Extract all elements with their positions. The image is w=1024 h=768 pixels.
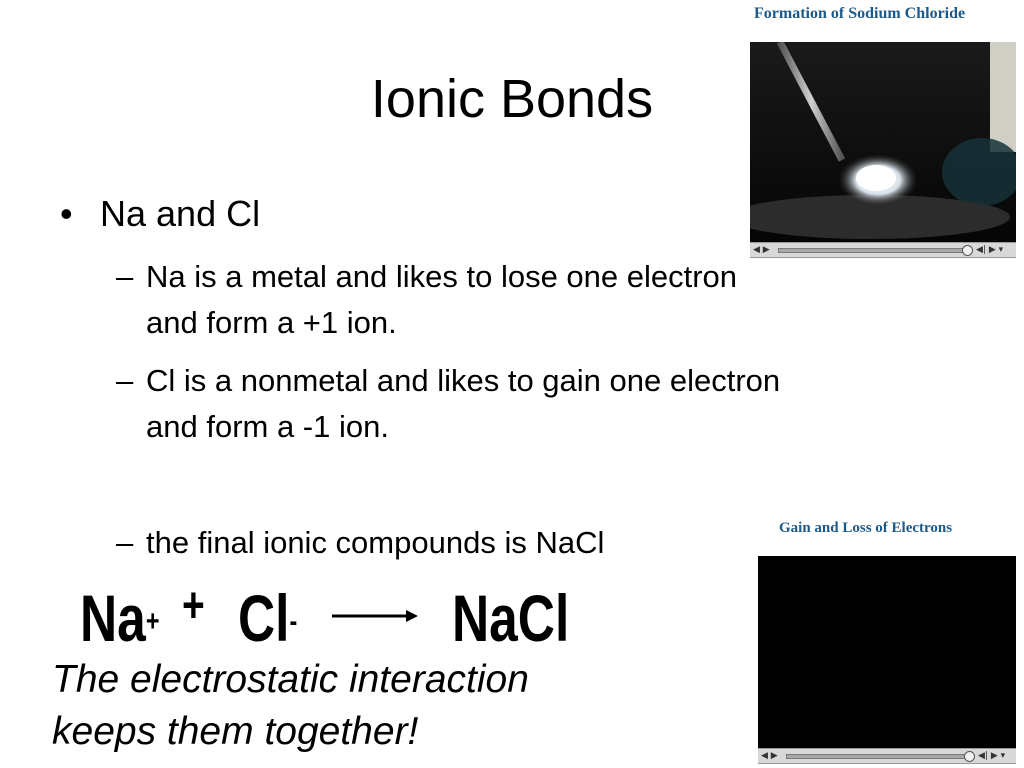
note-line: The electrostatic interaction [52,658,529,701]
sodium-chloride: NaCl [452,581,570,655]
video-caption-gain-loss: Gain and Loss of Electrons [779,520,953,536]
sodium-ion [80,578,159,658]
reaction-arrow-icon [332,606,418,626]
video-controls-sodium-chloride [750,242,1016,258]
volume-controls[interactable]: ◀| ▶ ▾ [978,751,1006,761]
sub-bullet-cl [116,358,976,450]
sub-bullet-dash: – [116,363,134,398]
chloride-symbol: Cl [238,581,290,655]
bullet-marker: • [60,193,73,234]
sub-bullet-line: and form a -1 ion. [146,409,389,444]
video-frame-icon [750,42,1016,242]
seek-track[interactable] [778,248,966,253]
volume-controls[interactable]: ◀| ▶ ▾ [976,245,1004,255]
chloride-ion [238,578,297,658]
bullet-main-text: Na and Cl [100,193,261,234]
video-player-gain-loss[interactable] [758,556,1016,748]
play-button[interactable]: ◀ ▶ [753,245,770,255]
note-line: keeps them together! [52,710,419,753]
video-caption-sodium-chloride: Formation of Sodium Chloride [754,5,966,22]
sodium-symbol: Na [80,581,146,655]
seek-thumb[interactable] [964,751,975,762]
play-button[interactable]: ◀ ▶ [761,751,778,761]
seek-thumb[interactable] [962,245,973,256]
bullet-main [60,192,260,236]
sub-bullet-dash: – [116,525,134,560]
sub-bullet-line: Na is a metal and likes to lose one electron [146,259,738,294]
sub-bullet-line: the final ionic compounds is NaCl [146,525,605,560]
video-controls-gain-loss [758,748,1016,764]
sub-bullet-line: and form a +1 ion. [146,305,397,340]
slide-title: Ionic Bonds [370,69,654,129]
plus-sign: + [182,577,205,633]
chloride-charge: - [289,605,298,638]
sub-bullet-dash: – [116,259,134,294]
sub-bullet-line: Cl is a nonmetal and likes to gain one electron [146,363,781,398]
reaction-equation [0,578,720,658]
sub-bullet-na [116,254,976,346]
seek-track[interactable] [786,754,968,759]
sodium-charge: + [145,605,160,638]
note-text [52,654,692,758]
video-player-sodium-chloride[interactable] [750,42,1016,242]
